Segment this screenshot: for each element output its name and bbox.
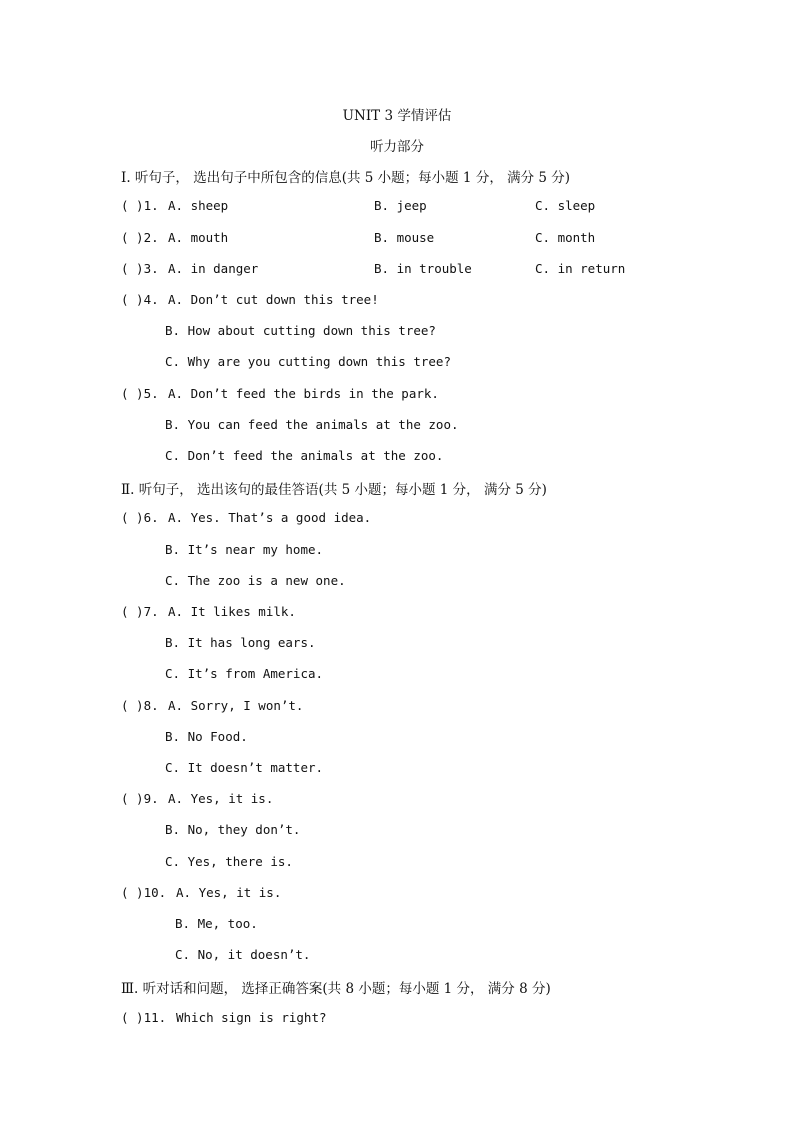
question-9-number: ( )9. — [121, 791, 159, 806]
question-10-option-c: C. No, it doesn’t. — [175, 947, 311, 962]
question-3-number: ( )3. — [121, 261, 159, 276]
question-5-option-a: A. Don’t feed the birds in the park. — [168, 386, 439, 401]
question-3-option-a: A. in danger — [168, 261, 259, 276]
question-10-option-b: B. Me, too. — [175, 916, 258, 931]
question-1-option-b: B. jeep — [374, 198, 427, 213]
section-3-heading: Ⅲ. 听对话和问题， 选择正确答案(共 8 小题；每小题 1 分， 满分 8 分) — [121, 981, 551, 997]
question-2-option-b: B. mouse — [374, 230, 435, 245]
page-title: UNIT 3 学情评估 — [342, 108, 452, 124]
question-2-option-c: C. month — [535, 230, 596, 245]
question-8-number: ( )8. — [121, 698, 159, 713]
question-8-option-a: A. Sorry, I won’t. — [168, 698, 304, 713]
question-11-text: Which sign is right? — [176, 1010, 327, 1025]
question-11-number: ( )11. — [121, 1010, 167, 1025]
question-7-option-c: C. It’s from America. — [165, 666, 324, 681]
question-4-option-c: C. Why are you cutting down this tree? — [165, 354, 451, 369]
question-5-number: ( )5. — [121, 386, 159, 401]
question-7-option-b: B. It has long ears. — [165, 635, 316, 650]
page-subtitle: 听力部分 — [370, 139, 424, 155]
question-1-option-c: C. sleep — [535, 198, 596, 213]
question-1-number: ( )1. — [121, 198, 159, 213]
question-5-option-c: C. Don’t feed the animals at the zoo. — [165, 448, 444, 463]
question-3-option-c: C. in return — [535, 261, 626, 276]
question-8-option-c: C. It doesn’t matter. — [165, 760, 324, 775]
question-6-option-a: A. Yes. That’s a good idea. — [168, 510, 372, 525]
question-6-option-c: C. The zoo is a new one. — [165, 573, 346, 588]
question-10-option-a: A. Yes, it is. — [176, 885, 282, 900]
question-9-option-c: C. Yes, there is. — [165, 854, 293, 869]
question-6-option-b: B. It’s near my home. — [165, 542, 324, 557]
question-9-option-a: A. Yes, it is. — [168, 791, 274, 806]
question-6-number: ( )6. — [121, 510, 159, 525]
question-8-option-b: B. No Food. — [165, 729, 248, 744]
question-5-option-b: B. You can feed the animals at the zoo. — [165, 417, 459, 432]
question-7-number: ( )7. — [121, 604, 159, 619]
question-4-option-a: A. Don’t cut down this tree! — [168, 292, 379, 307]
question-4-option-b: B. How about cutting down this tree? — [165, 323, 436, 338]
question-1-option-a: A. sheep — [168, 198, 229, 213]
section-2-heading: Ⅱ. 听句子， 选出该句的最佳答语(共 5 小题；每小题 1 分， 满分 5 分) — [121, 482, 547, 498]
question-3-option-b: B. in trouble — [374, 261, 472, 276]
question-10-number: ( )10. — [121, 885, 167, 900]
question-4-number: ( )4. — [121, 292, 159, 307]
section-1-heading: Ⅰ. 听句子， 选出句子中所包含的信息(共 5 小题；每小题 1 分， 满分 5 分) — [121, 170, 571, 186]
question-2-number: ( )2. — [121, 230, 159, 245]
question-9-option-b: B. No, they don’t. — [165, 822, 301, 837]
question-2-option-a: A. mouth — [168, 230, 229, 245]
question-7-option-a: A. It likes milk. — [168, 604, 296, 619]
